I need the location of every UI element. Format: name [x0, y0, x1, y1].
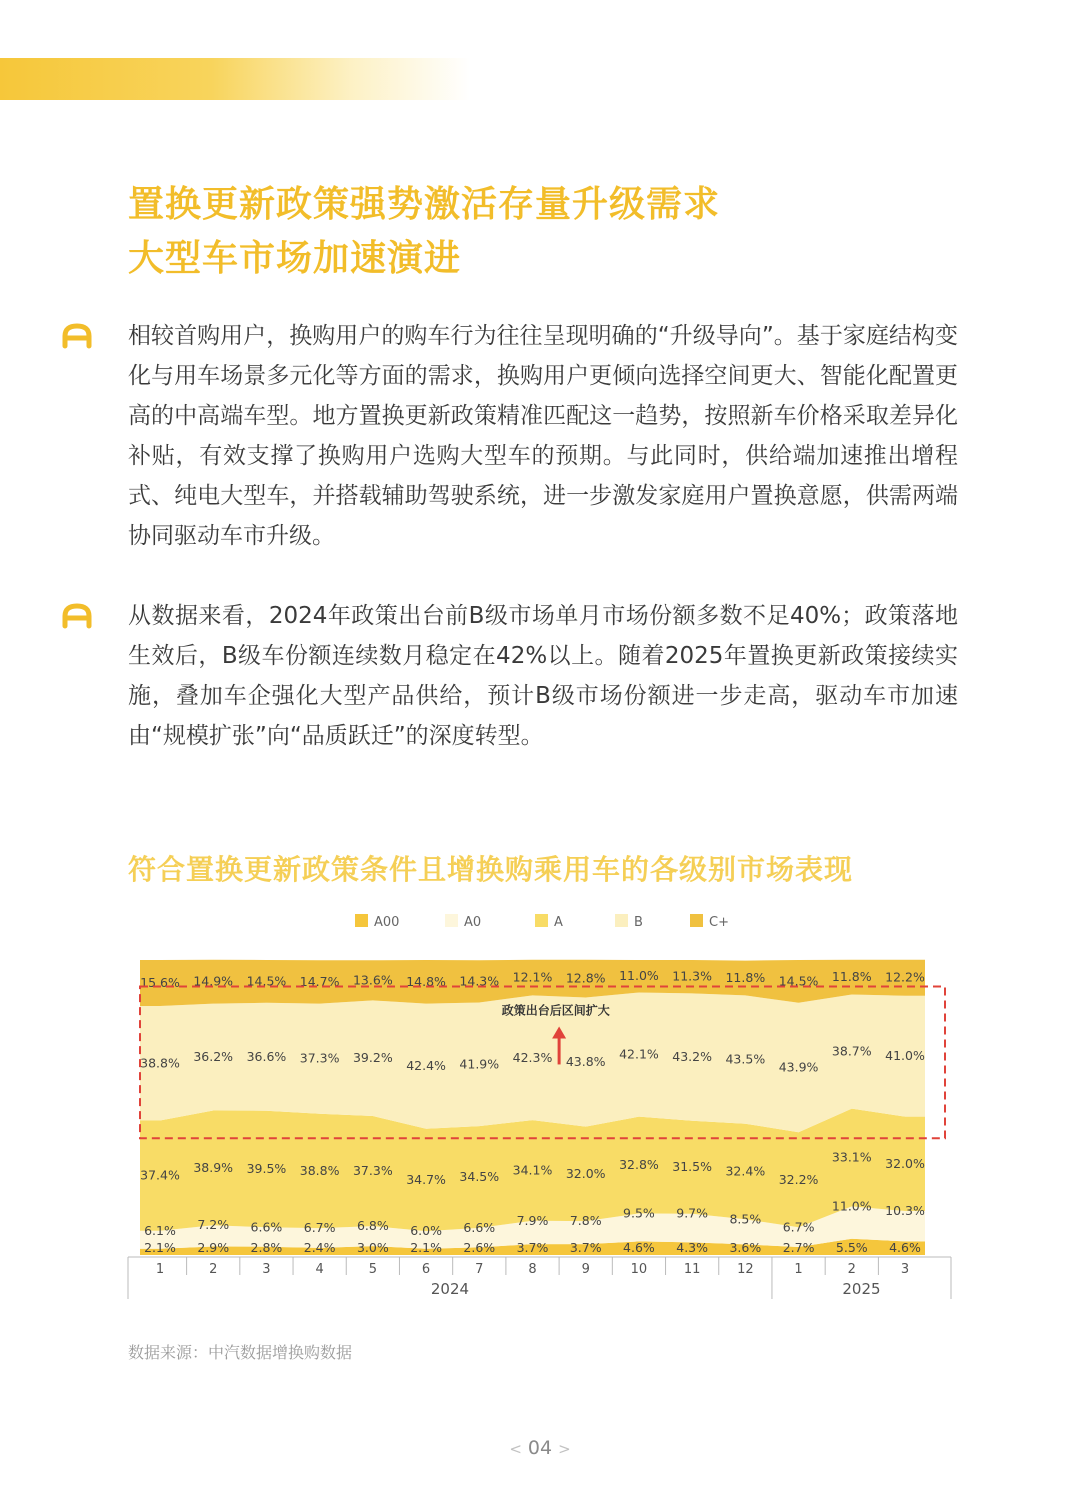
page-next-icon: >: [558, 1440, 571, 1458]
paragraph-upgrade-demand: 相较首购用户，换购用户的购车行为往往呈现明确的“升级导向”。基于家庭结构变化与用车场景多元化等方面的需求，换购用户更倾向选择空间更大、智能化配置更高的中高端车型。地方置换更新政策精准匹配这一趋势，按照新车价格采取差异化补贴，有效支撑了换购用户选购大型车的预期。与此同时，供给端加速推出增程式、纯电大型车，并搭载辅助驾驶系统，进一步激发家庭用户置换意愿，供需两端协同驱动车市升级。: [128, 323, 958, 549]
annotation-label: 政策出台后区间扩大: [501, 1003, 610, 1018]
data-label: 14.9%: [193, 973, 234, 989]
legend-label: A00: [374, 915, 400, 930]
x-tick-label: 6: [421, 1262, 431, 1277]
data-label: 9.5%: [623, 1205, 655, 1221]
data-label: 38.8%: [140, 1055, 180, 1071]
x-tick-label: 1: [155, 1262, 165, 1277]
legend-swatch-a00: [355, 914, 368, 927]
header-accent-band: [0, 58, 470, 100]
data-label: 2.1%: [144, 1240, 176, 1255]
data-label: 34.1%: [512, 1162, 553, 1178]
data-label: 4.6%: [889, 1240, 921, 1255]
data-label: 6.7%: [303, 1220, 336, 1236]
page-prev-icon: <: [509, 1440, 522, 1458]
page-number: [0, 1437, 1080, 1459]
data-label: 4.6%: [623, 1240, 655, 1255]
data-label: 33.1%: [831, 1149, 872, 1165]
data-label: 2.1%: [410, 1240, 442, 1255]
section-heading: [128, 178, 720, 286]
data-label: 3.6%: [729, 1240, 762, 1255]
data-label: 14.5%: [246, 973, 287, 989]
data-label: 11.0%: [831, 1198, 872, 1214]
data-label: 3.7%: [516, 1240, 549, 1255]
data-label: 6.1%: [144, 1222, 176, 1238]
x-tick-label: 3: [900, 1262, 910, 1277]
data-label: 13.6%: [352, 972, 393, 988]
data-label: 3.0%: [356, 1240, 389, 1255]
data-label: 32.0%: [885, 1155, 925, 1171]
data-label: 38.7%: [831, 1043, 872, 1059]
data-label: 7.2%: [197, 1217, 230, 1233]
data-label: 41.9%: [459, 1056, 500, 1072]
data-label: 39.2%: [352, 1050, 393, 1066]
data-label: 32.0%: [565, 1165, 606, 1181]
data-label: 37.4%: [140, 1167, 180, 1183]
paragraph-market-data: 从数据来看，2024年政策出台前B级市场单月市场份额多数不足40%；政策落地生效后，B级车份额连续数月稳定在42%以上。随着2025年置换更新政策接续实施，叠加车企强化大型产品供给，预计B级市场份额进一步走高，驱动车市加速由“规模扩张”向“品质跃迁”的深度转型。: [128, 603, 958, 749]
legend-swatch-b: [615, 914, 628, 927]
data-label: 6.8%: [356, 1218, 389, 1234]
data-label: 38.8%: [299, 1162, 340, 1178]
data-label: 6.6%: [250, 1219, 283, 1235]
data-label: 14.8%: [406, 973, 446, 989]
data-label: 5.5%: [835, 1240, 868, 1255]
x-tick-label: 12: [737, 1262, 754, 1277]
data-label: 6.7%: [782, 1219, 815, 1235]
data-label: 41.0%: [885, 1048, 925, 1064]
data-label: 2.8%: [250, 1240, 283, 1255]
legend-swatch-cplus: [690, 914, 703, 927]
data-label: 2.6%: [463, 1240, 496, 1255]
data-label: 32.4%: [725, 1163, 766, 1179]
data-label: 4.3%: [676, 1240, 709, 1255]
data-label: 42.1%: [619, 1046, 659, 1062]
data-label: 11.0%: [619, 968, 659, 984]
legend-swatch-a: [535, 914, 548, 927]
data-label: 8.5%: [729, 1211, 762, 1227]
legend-label: B: [634, 915, 643, 930]
car-front-icon: [62, 322, 92, 350]
legend-swatch-a0: [445, 914, 458, 927]
x-tick-label: 4: [315, 1262, 324, 1277]
data-label: 37.3%: [352, 1163, 393, 1179]
data-label: 2.7%: [782, 1240, 815, 1255]
data-label: 38.9%: [193, 1159, 234, 1175]
x-tick-label: 2: [847, 1262, 856, 1277]
x-tick-label: 1: [794, 1262, 803, 1277]
data-label: 36.2%: [193, 1049, 234, 1065]
data-label: 39.5%: [246, 1161, 287, 1177]
data-label: 34.5%: [459, 1168, 500, 1184]
stacked-area-chart: [120, 900, 960, 1310]
data-label: 12.2%: [885, 969, 925, 985]
data-label: 42.3%: [512, 1049, 553, 1065]
x-year-label: 2025: [842, 1280, 881, 1298]
data-label: 11.3%: [672, 968, 713, 984]
legend-label: A: [554, 915, 563, 930]
data-label: 37.3%: [299, 1050, 340, 1066]
data-label: 3.7%: [569, 1240, 602, 1255]
data-label: 7.9%: [516, 1212, 549, 1228]
x-tick-label: 11: [683, 1262, 701, 1277]
data-source-note: 数据来源：中汽数据增换购数据: [128, 1343, 353, 1362]
page-number-text: 04: [527, 1437, 553, 1459]
chart-title: 符合置换更新政策条件且增换购乘用车的各级别市场表现: [128, 853, 854, 886]
heading-line-2: 大型车市场加速演进: [128, 238, 462, 279]
data-label: 2.4%: [303, 1240, 336, 1255]
data-label: 43.9%: [778, 1059, 819, 1075]
data-label: 6.0%: [410, 1223, 442, 1239]
x-tick-label: 10: [630, 1262, 648, 1277]
data-label: 11.8%: [831, 969, 872, 985]
data-label: 7.8%: [569, 1213, 602, 1229]
data-label: 43.8%: [565, 1054, 606, 1070]
heading-line-1: 置换更新政策强势激活存量升级需求: [128, 184, 721, 225]
data-label: 14.5%: [778, 973, 819, 989]
data-label: 43.2%: [672, 1049, 713, 1065]
data-label: 6.6%: [463, 1219, 496, 1235]
data-label: 9.7%: [676, 1205, 709, 1221]
data-label: 14.7%: [299, 973, 340, 989]
data-label: 34.7%: [406, 1171, 446, 1187]
data-label: 2.9%: [197, 1240, 230, 1255]
legend-label: C+: [709, 915, 729, 930]
x-year-label: 2024: [430, 1280, 470, 1298]
data-label: 12.1%: [512, 969, 553, 985]
data-label: 11.8%: [725, 969, 766, 985]
data-label: 31.5%: [672, 1159, 713, 1175]
car-front-icon: [62, 602, 92, 630]
x-tick-label: 5: [368, 1262, 377, 1277]
data-label: 42.4%: [406, 1058, 446, 1074]
x-tick-label: 3: [262, 1262, 271, 1277]
data-label: 14.3%: [459, 973, 500, 989]
data-label: 15.6%: [140, 975, 180, 991]
data-label: 12.8%: [565, 970, 606, 986]
data-label: 10.3%: [885, 1203, 925, 1219]
data-label: 32.2%: [778, 1171, 819, 1187]
x-tick-label: 8: [528, 1262, 537, 1277]
data-label: 43.5%: [725, 1051, 766, 1067]
legend-label: A0: [464, 915, 482, 930]
data-label: 36.6%: [246, 1048, 287, 1064]
data-label: 32.8%: [619, 1157, 659, 1173]
x-tick-label: 7: [475, 1262, 484, 1277]
x-tick-label: 9: [581, 1262, 590, 1277]
x-tick-label: 2: [209, 1262, 218, 1277]
